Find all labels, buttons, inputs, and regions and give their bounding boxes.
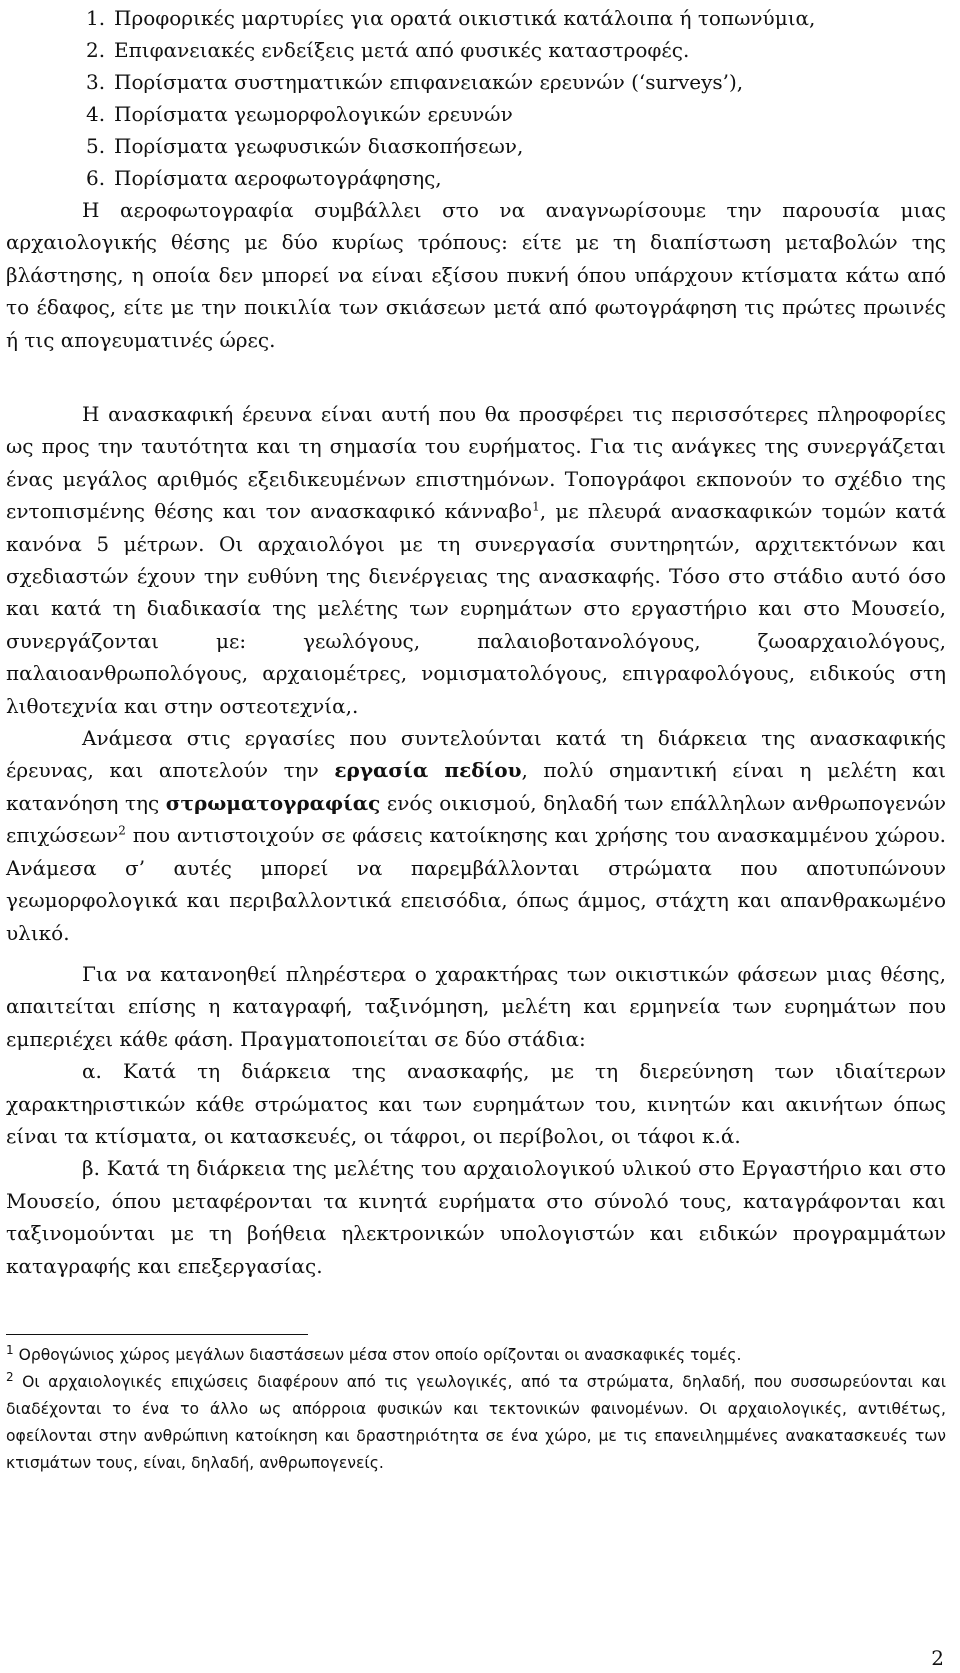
footnote-text: Οι αρχαιολογικές επιχώσεις διαφέρουν από τις γεωλογικές, από τα στρώματα, δηλαδή, που συσσωρεύονται και διαδέχονται το ένα το άλλο ως απόρροια φυσικών και τεκτονικών φαινομένων. Οι αρχαιολογικές, αντιθέτως, οφείλονται στην ανθρώπινη κατοίκηση και δραστηριότητα σε ένα χώρο, με τις επανειλημμένες ανακατασκευές των κτισμάτων τους, είναι, δηλαδή, ανθρωπογενείς. [6,1373,946,1472]
paragraph: Η αεροφωτογραφία συμβάλλει στο να αναγνωρίσουμε την παρουσία μιας αρχαιολογικής θέσης με δύο κυρίως τρόπους: είτε με τη διαπίστωση μεταβολών της βλάστησης, η οποία δεν μπορεί να είναι εξίσου πυκνή όπου υπάρχουν κτίσματα κάτω από το έδαφος, είτε με την ποικιλία των σκιάσεων μετά από φωτογράφηση τις πρώτες πρωινές ή τις απογευματινές ώρες. [6,198,946,352]
list-item [86,66,946,98]
list-text: Προφορικές μαρτυρίες για ορατά οικιστικά κατάλοιπα ή τοπωνύμια, [114,6,816,30]
numbered-list [86,2,946,194]
list-item [86,2,946,34]
list-number: 2. [86,38,106,62]
list-text: Πορίσματα συστηματικών επιφανειακών ερευνών (‘surveys’), [114,70,744,94]
footnote-ref[interactable]: 2 [118,823,126,838]
paragraph-text: που αντιστοιχούν σε φάσεις κατοίκησης και χρήσης του ανασκαμμένου χώρου. Ανάμεσα σ’ αυτές μπορεί να παρεμβάλλονται στρώματα που αποτυπώνουν γεωμορφολογικά και περιβαλλοντικά επεισόδια, όπως άμμος, στάχτη και απανθρακωμένο υλικό. [6,823,946,945]
footnotes [6,1342,946,1477]
list-number: 1. [86,6,106,30]
footnote-ref[interactable]: 1 [532,499,540,514]
list-text: Πορίσματα αεροφωτογράφησης, [114,166,442,190]
list-text: Πορίσματα γεωφυσικών διασκοπήσεων, [114,134,524,158]
list-number: 4. [86,102,106,126]
footnote [6,1342,946,1369]
paragraph [6,722,946,949]
list-item [86,162,946,194]
paragraph: α. Κατά τη διάρκεια της ανασκαφής, με τη διερεύνηση των ιδιαίτερων χαρακτηριστικών κάθε στρώματος και των ευρημάτων του, κινητών και ακινήτων όπως είναι τα κτίσματα, οι κατασκευές, οι τάφροι, οι περίβολοι, οι τάφοι κ.ά. [6,1059,946,1149]
paragraph [6,398,946,722]
excavation-section [6,398,946,949]
paragraph-text: Η ανασκαφική έρευνα είναι αυτή που θα προσφέρει τις περισσότερες πληροφορίες ως προς την ταυτότητα και τη σημασία του ευρήματος. Για τις ανάγκες της συνεργάζεται ένας μεγάλος αριθμός εξειδικευμένων επιστημόνων. Τοπογράφοι εκπονούν το σχέδιο της εντοπισμένης θέσης και τον ανασκαφικό κάνναβο [6,402,946,524]
footnote-mark: 2 [6,1369,14,1384]
aerial-photography-paragraph [6,194,946,356]
list-number: 3. [86,70,106,94]
list-number: 6. [86,166,106,190]
footnote [6,1369,946,1477]
paragraph: Για να κατανοηθεί πληρέστερα ο χαρακτήρας των οικιστικών φάσεων μιας θέσης, απαιτείται επίσης η καταγραφή, ταξινόμηση, μελέτη και ερμηνεία των ευρημάτων που εμπεριέχει κάθε φάση. Πραγματοποιείται σε δύο στάδια: [6,962,946,1051]
list-item [86,130,946,162]
list-number: 5. [86,134,106,158]
page-number: 2 [931,1646,944,1670]
paragraph: β. Κατά τη διάρκεια της μελέτης του αρχαιολογικού υλικού στο Εργαστήριο και στο Μουσείο, όπου μεταφέρονται τα κινητά ευρήματα στο σύνολό τους, καταγράφονται και ταξινομούνται με τη βοήθεια ηλεκτρονικών υπολογιστών και ειδικών προγραμμάτων καταγραφής και επεξεργασίας. [6,1156,946,1278]
paragraph-text: ενός οικισμού, δηλαδή των επάλληλων ανθρωπογενών επιχώσεων [6,790,947,848]
footnote-divider [6,1334,308,1335]
paragraph-text: Ανάμεσα στις εργασίες που συντελούνται κατά τη διάρκεια της ανασκαφικής έρευνας, και αποτελούν την [6,726,946,783]
footnote-text: Ορθογώνιος χώρος μεγάλων διαστάσεων μέσα στον οποίο ορίζονται οι ανασκαφικές τομές. [13,1346,742,1364]
bold-term: εργασία πεδίου [334,758,522,783]
list-text: Πορίσματα γεωμορφολογικών ερευνών [114,102,513,126]
phases-section [6,958,946,1282]
paragraph-text: , πολύ σημαντική είναι η μελέτη και κατανόηση της [6,758,946,815]
list-item [86,98,946,130]
list-item [86,34,946,66]
footnote-mark: 1 [6,1342,14,1357]
bold-term: στρωματογραφίας [165,790,381,815]
paragraph-text: , με πλευρά ανασκαφικών τομών κατά κανόνα 5 μέτρων. Οι αρχαιολόγοι με τη συνεργασία συντηρητών, αρχιτεκτόνων και σχεδιαστών έχουν την ευθύνη της διενέργειας της ανασκαφής. Τόσο στο στάδιο αυτό όσο και κατά τη διαδικασία της μελέτης των ευρημάτων στο εργαστήριο και στο Μουσείο, συνεργάζονται με: γεωλόγους, παλαιοβοτανολόγους, ζωοαρχαιολόγους, παλαιοανθρωπολόγους, αρχαιομέτρες, νομισματολόγους, επιγραφολόγους, ειδικούς στη λιθοτεχνία και στην οστεοτεχνία,. [6,499,946,718]
list-text: Επιφανειακές ενδείξεις μετά από φυσικές καταστροφές. [114,38,690,62]
